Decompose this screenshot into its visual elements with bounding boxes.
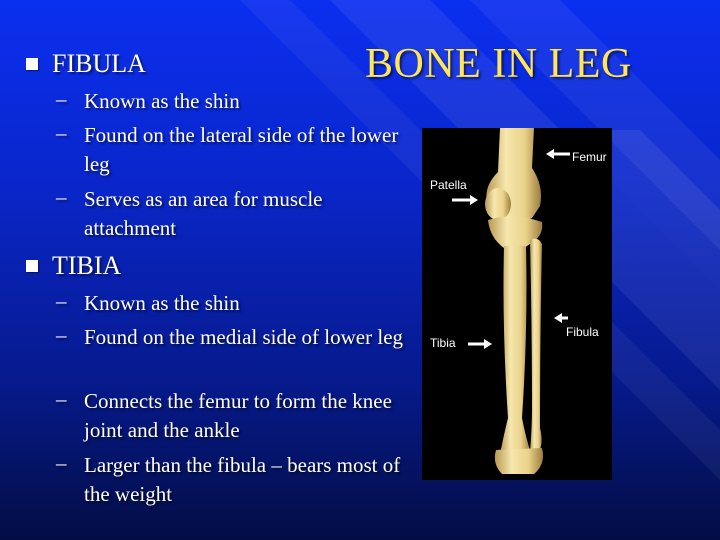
bullet-square-icon	[26, 58, 38, 70]
fibula-item-2	[56, 121, 399, 181]
tibia-item-1-text: Known as the shin	[84, 291, 240, 315]
fibula-item-1	[56, 87, 396, 117]
bullet-square-icon	[26, 260, 38, 272]
dash-marker: –	[56, 185, 67, 209]
dash-marker: –	[56, 387, 67, 411]
dash-marker: –	[56, 121, 67, 145]
section-heading-tibia: TIBIA	[52, 251, 122, 280]
dash-marker: –	[56, 289, 67, 313]
fibula-item-3-text: Serves as an area for muscle attachment	[84, 187, 323, 240]
leg-bone-image	[422, 128, 612, 480]
dash-marker: –	[56, 87, 67, 111]
label-patella: Patella	[430, 178, 467, 192]
tibia-item-1	[56, 289, 396, 319]
section-heading-fibula: FIBULA	[52, 49, 146, 78]
fibula-item-1-text: Known as the shin	[84, 89, 240, 113]
tibia-item-2	[56, 323, 404, 383]
label-tibia: Tibia	[430, 336, 456, 350]
tibia-item-3-text: Connects the femur to form the knee joint and the ankle	[84, 389, 392, 442]
tibia-item-3	[56, 387, 396, 447]
tibia-item-4	[56, 451, 401, 511]
label-femur: Femur	[572, 150, 607, 164]
dash-marker: –	[56, 323, 67, 347]
dash-marker: –	[56, 451, 67, 475]
fibula-item-2-text: Found on the lateral side of the lower leg	[84, 123, 399, 176]
tibia-item-4-text: Larger than the fibula – bears most of the weight	[84, 453, 401, 506]
fibula-item-3	[56, 185, 396, 245]
slide-title: BONE IN LEG	[365, 41, 632, 87]
tibia-item-2-text: Found on the medial side of lower leg	[84, 325, 404, 349]
label-fibula: Fibula	[566, 325, 599, 339]
